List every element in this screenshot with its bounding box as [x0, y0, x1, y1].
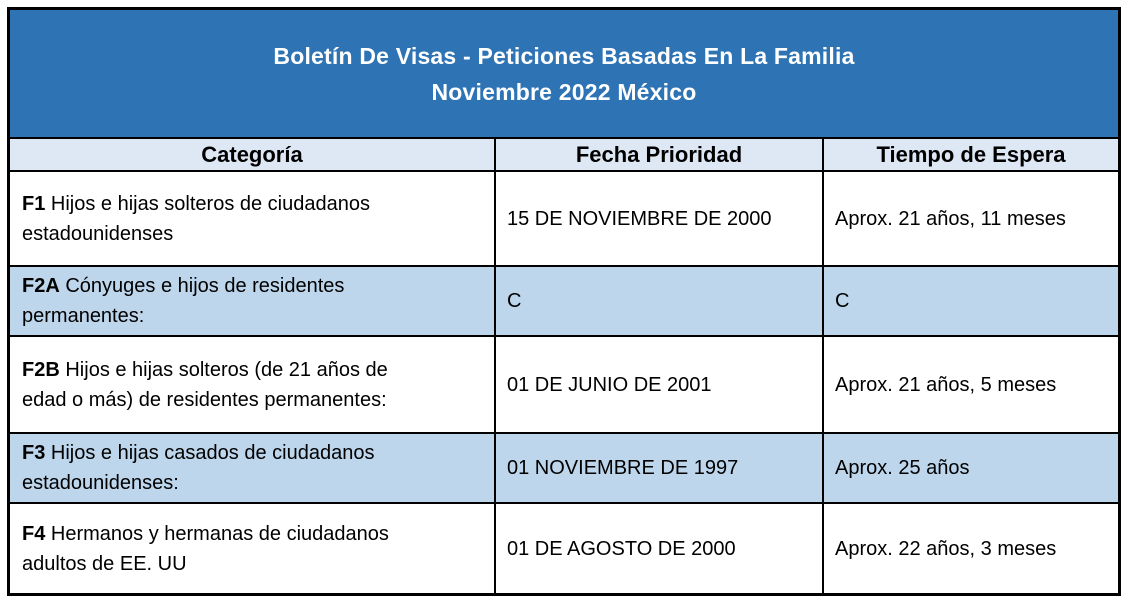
priority-date-cell-f3: 01 NOVIEMBRE DE 1997 [495, 433, 823, 503]
priority-date-cell-f1: 15 DE NOVIEMBRE DE 2000 [495, 171, 823, 266]
wait-time-cell-f2b: Aprox. 21 años, 5 meses [823, 336, 1118, 433]
column-header-fecha-prioridad: Fecha Prioridad [495, 139, 823, 171]
wait-time-cell-f1: Aprox. 21 años, 11 meses [823, 171, 1118, 266]
wait-time-cell-f3: Aprox. 25 años [823, 433, 1118, 503]
column-header-categoria: Categoría [10, 139, 495, 171]
wait-time-cell-f4: Aprox. 22 años, 3 meses [823, 503, 1118, 593]
table-row-f3 [10, 433, 1118, 503]
category-text-f3: Hijos e hijas casados de ciudadanos estadounidenses: [22, 442, 375, 494]
category-cell-f4 [10, 503, 495, 593]
category-code-f3: F3 [22, 442, 46, 464]
wait-time-cell-f2a: C [823, 266, 1118, 336]
category-cell-f1 [10, 171, 495, 266]
category-text-f1: Hijos e hijas solteros de ciudadanos estadounidenses [22, 192, 370, 245]
title-line-1: Boletín De Visas - Peticiones Basadas En La Familia [273, 42, 855, 69]
category-cell-f2b [10, 336, 495, 433]
category-cell-f3 [10, 433, 495, 503]
priority-date-cell-f4: 01 DE AGOSTO DE 2000 [495, 503, 823, 593]
category-code-f2b: F2B [22, 358, 60, 381]
category-cell-f2a [10, 266, 495, 336]
category-code-f2a: F2A [22, 275, 60, 297]
category-text-f2b: Hijos e hijas solteros (de 21 años de edad o más) de residentes permanentes: [22, 358, 388, 411]
category-text-f4: Hermanos y hermanas de ciudadanos adultos de EE. UU [22, 522, 389, 575]
priority-date-cell-f2b: 01 DE JUNIO DE 2001 [495, 336, 823, 433]
title-line-2: Noviembre 2022 México [431, 78, 697, 105]
visa-bulletin-table [10, 139, 1118, 593]
priority-date-cell-f2a: C [495, 266, 823, 336]
column-header-row [10, 139, 1118, 171]
category-code-f1: F1 [22, 192, 46, 215]
category-code-f4: F4 [22, 522, 46, 545]
table-row-f1 [10, 171, 1118, 266]
visa-bulletin-table-frame [7, 7, 1121, 596]
table-row-f2a [10, 266, 1118, 336]
column-header-tiempo-de-espera: Tiempo de Espera [823, 139, 1118, 171]
table-row-f2b [10, 336, 1118, 433]
category-text-f2a: Cónyuges e hijos de residentes permanentes: [22, 275, 345, 327]
table-row-f4 [10, 503, 1118, 593]
table-title-banner [10, 10, 1118, 139]
